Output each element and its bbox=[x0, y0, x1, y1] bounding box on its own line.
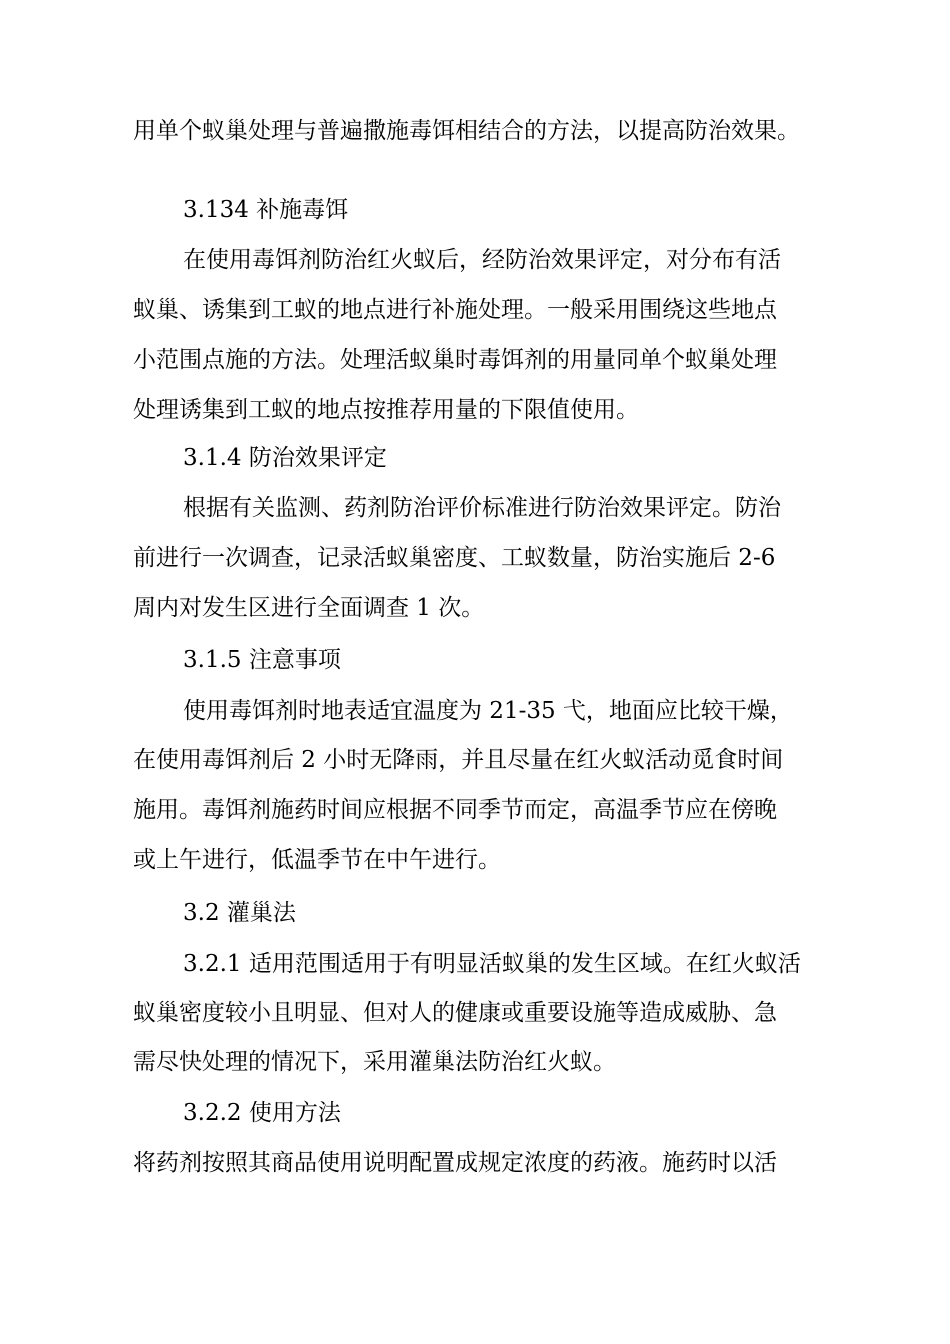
section-heading-3-1-5: 3.1.5 注意事项 bbox=[183, 647, 341, 673]
paragraph-line: 周内对发生区进行全面调查 1 次。 bbox=[133, 595, 485, 621]
paragraph-line: 处理诱集到工蚁的地点按推荐用量的下限值使用。 bbox=[133, 397, 639, 423]
paragraph-line: 根据有关监测、药剂防治评价标准进行防治效果评定。防治 bbox=[183, 495, 781, 521]
section-heading-3-2-2: 3.2.2 使用方法 bbox=[183, 1100, 341, 1126]
paragraph-line: 施用。毒饵剂施药时间应根据不同季节而定，高温季节应在傍晚 bbox=[133, 797, 777, 823]
paragraph-line: 在使用毒饵剂防治红火蚁后，经防治效果评定，对分布有活 bbox=[183, 247, 781, 273]
paragraph-line: 3.2.1 适用范围适用于有明显活蚁巢的发生区域。在红火蚁活 bbox=[183, 951, 801, 977]
section-heading-3-1-3-4: 3.134 补施毒饵 bbox=[183, 197, 349, 223]
paragraph-line: 使用毒饵剂时地表适宜温度为 21-35 弋，地面应比较干燥， bbox=[183, 698, 793, 724]
paragraph-line: 前进行一次调查，记录活蚁巢密度、工蚁数量，防治实施后 2-6 bbox=[133, 545, 776, 571]
paragraph-line: 或上午进行，低温季节在中午进行。 bbox=[133, 847, 501, 873]
paragraph-line: 需尽快处理的情况下，采用灌巢法防治红火蚁。 bbox=[133, 1049, 616, 1075]
section-heading-3-2: 3.2 灌巢法 bbox=[183, 900, 296, 926]
paragraph-line: 蚁巢、诱集到工蚁的地点进行补施处理。一般采用围绕这些地点 bbox=[133, 297, 777, 323]
paragraph-line: 将药剂按照其商品使用说明配置成规定浓度的药液。施药时以活 bbox=[133, 1150, 777, 1176]
paragraph-line: 用单个蚁巢处理与普遍撒施毒饵相结合的方法，以提高防治效果。 bbox=[133, 118, 800, 144]
paragraph-line: 在使用毒饵剂后 2 小时无降雨，并且尽量在红火蚁活动觅食时间 bbox=[133, 747, 784, 773]
section-heading-3-1-4: 3.1.4 防治效果评定 bbox=[183, 445, 387, 471]
paragraph-line: 小范围点施的方法。处理活蚁巢时毒饵剂的用量同单个蚁巢处理 bbox=[133, 347, 777, 373]
paragraph-line: 蚁巢密度较小且明显、但对人的健康或重要设施等造成威胁、急 bbox=[133, 1000, 777, 1026]
